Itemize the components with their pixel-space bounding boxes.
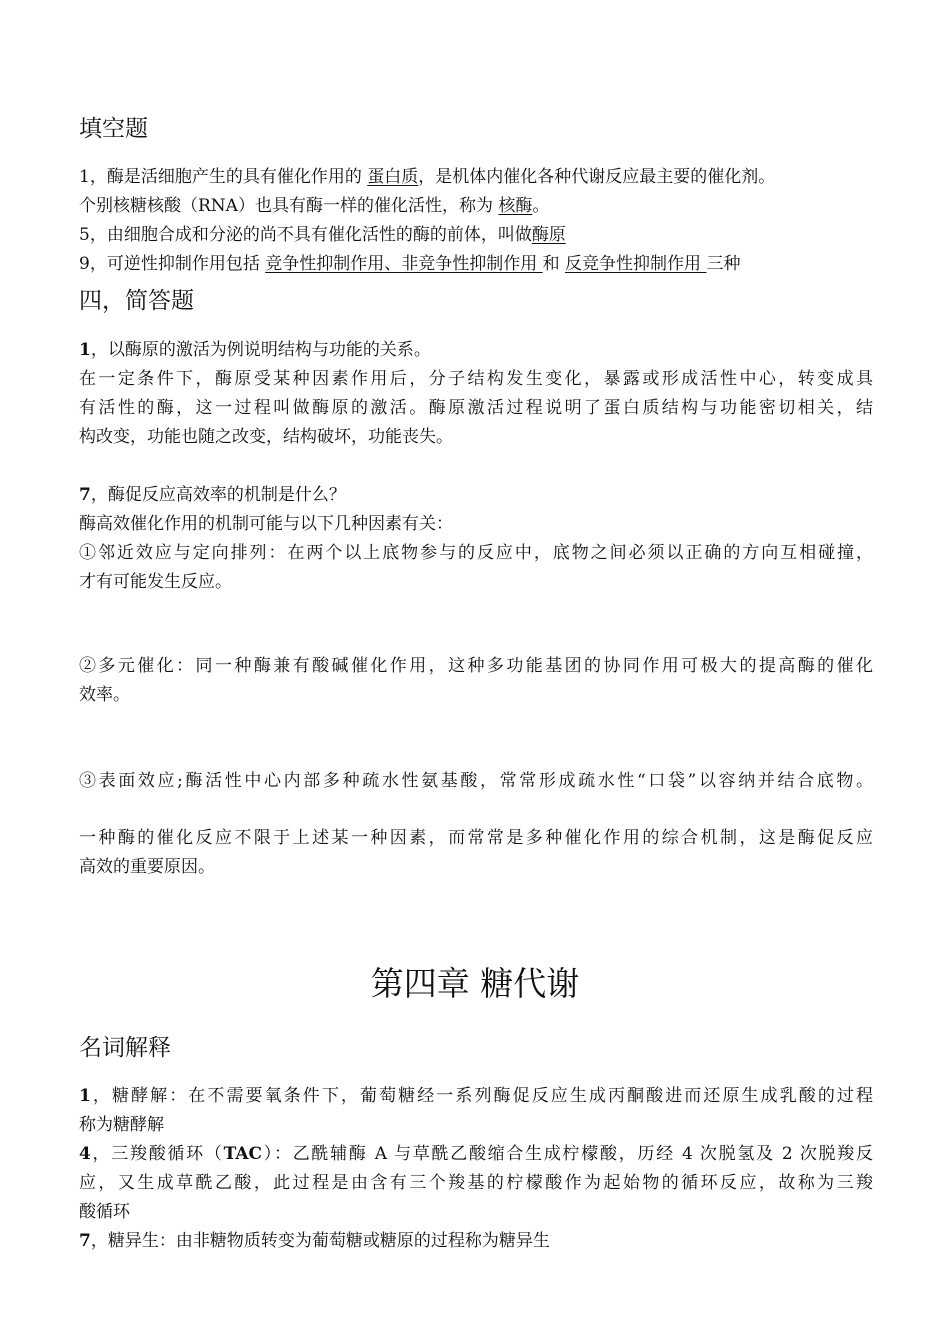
sa-q7-point3: ③表面效应;酶活性中心内部多种疏水性氨基酸，常常形成疏水性“口袋”以容纳并结合底物。 <box>79 771 873 791</box>
fill-q5 <box>79 224 873 246</box>
answer-blank: 蛋白质 <box>367 167 419 187</box>
answer-blank: 反竞争性抑制作用 <box>565 254 707 274</box>
term-1-line <box>79 1085 873 1107</box>
term-1-line: 称为糖酵解 <box>79 1115 164 1135</box>
text: ，酶促反应高效率的机制是什么？ <box>90 485 346 505</box>
chapter-title: 第四章 糖代谢 <box>370 964 580 1003</box>
sa-q7-question <box>79 484 873 506</box>
short-answer-heading: 四，简答题 <box>79 288 194 314</box>
text: ，糖酵解：在不需要氧条件下，葡萄糖经一系列酶促反应生成丙酮酸进而还原生成乳酸的过程 <box>90 1086 873 1106</box>
fill-q1-line2 <box>79 195 873 217</box>
terms-heading: 名词解释 <box>79 1035 171 1061</box>
sa-q7-point2-line: ②多元催化：同一种酶兼有酸碱催化作用，这种多功能基团的协同作用可极大的提高酶的催化 <box>79 656 873 676</box>
sa-q1-answer-line: 在一定条件下，酶原受某种因素作用后，分子结构发生变化，暴露或形成活性中心，转变成具 <box>79 369 873 389</box>
text: 9，可逆性抑制作用包括 <box>79 254 266 274</box>
term-number: 1 <box>79 1086 91 1106</box>
question-number: 1 <box>79 340 91 360</box>
text: ，是机体内催化各种代谢反应最主要的催化剂。 <box>418 167 776 187</box>
text: ，糖异生：由非糖物质转变为葡萄糖或糖原的过程称为糖异生 <box>90 1231 550 1251</box>
sa-q7-intro: 酶高效催化作用的机制可能与以下几种因素有关： <box>79 514 453 534</box>
fill-blank-heading: 填空题 <box>79 116 148 142</box>
answer-blank: 竞争性抑制作用、非竞争性抑制作用 <box>265 254 543 274</box>
fill-q1-line1 <box>79 166 873 188</box>
sa-q1-answer-line: 构改变，功能也随之改变，结构破坏，功能丧失。 <box>79 427 453 447</box>
text: 三种 <box>706 254 741 274</box>
term-number: 4 <box>79 1144 91 1164</box>
fill-q9 <box>79 253 873 275</box>
sa-q7-summary-line: 高效的重要原因。 <box>79 857 215 877</box>
term-4-line: 应，又生成草酰乙酸，此过程是由含有三个羧基的柠檬酸作为起始物的循环反应，故称为三羧 <box>79 1173 873 1193</box>
text: 5，由细胞合成和分泌的尚不具有催化活性的酶的前体，叫做 <box>79 225 532 245</box>
text: ，以酶原的激活为例说明结构与功能的关系。 <box>90 340 431 360</box>
term-number: 7 <box>79 1231 91 1251</box>
sa-q7-point2-line: 效率。 <box>79 685 130 705</box>
text: 和 <box>542 254 566 274</box>
text: 。 <box>532 196 550 216</box>
sa-q1-question <box>79 339 873 361</box>
term-4-line <box>79 1143 873 1165</box>
text: ，三羧酸循环（ <box>90 1144 224 1164</box>
term-7-line <box>79 1230 873 1252</box>
sa-q7-point1-line: 才有可能发生反应。 <box>79 572 232 592</box>
answer-blank: 核酶 <box>498 196 533 216</box>
term-4-line: 酸循环 <box>79 1202 130 1222</box>
text: ）：乙酰辅酶 A 与草酰乙酸缩合生成柠檬酸，历经 4 次脱氢及 2 次脱羧反 <box>262 1144 873 1164</box>
abbreviation: TAC <box>223 1144 263 1164</box>
text: 1，酶是活细胞产生的具有催化作用的 <box>79 167 368 187</box>
sa-q7-point1-line: ①邻近效应与定向排列：在两个以上底物参与的反应中，底物之间必须以正确的方向互相碰撞， <box>79 543 873 563</box>
answer-blank: 酶原 <box>531 225 566 245</box>
sa-q7-summary-line: 一种酶的催化反应不限于上述某一种因素，而常常是多种催化作用的综合机制，这是酶促反应 <box>79 828 873 848</box>
text: 个别核糖核酸（RNA）也具有酶一样的催化活性，称为 <box>79 196 499 216</box>
sa-q1-answer-line: 有活性的酶，这一过程叫做酶原的激活。酶原激活过程说明了蛋白质结构与功能密切相关，结 <box>79 398 873 418</box>
question-number: 7 <box>79 485 91 505</box>
